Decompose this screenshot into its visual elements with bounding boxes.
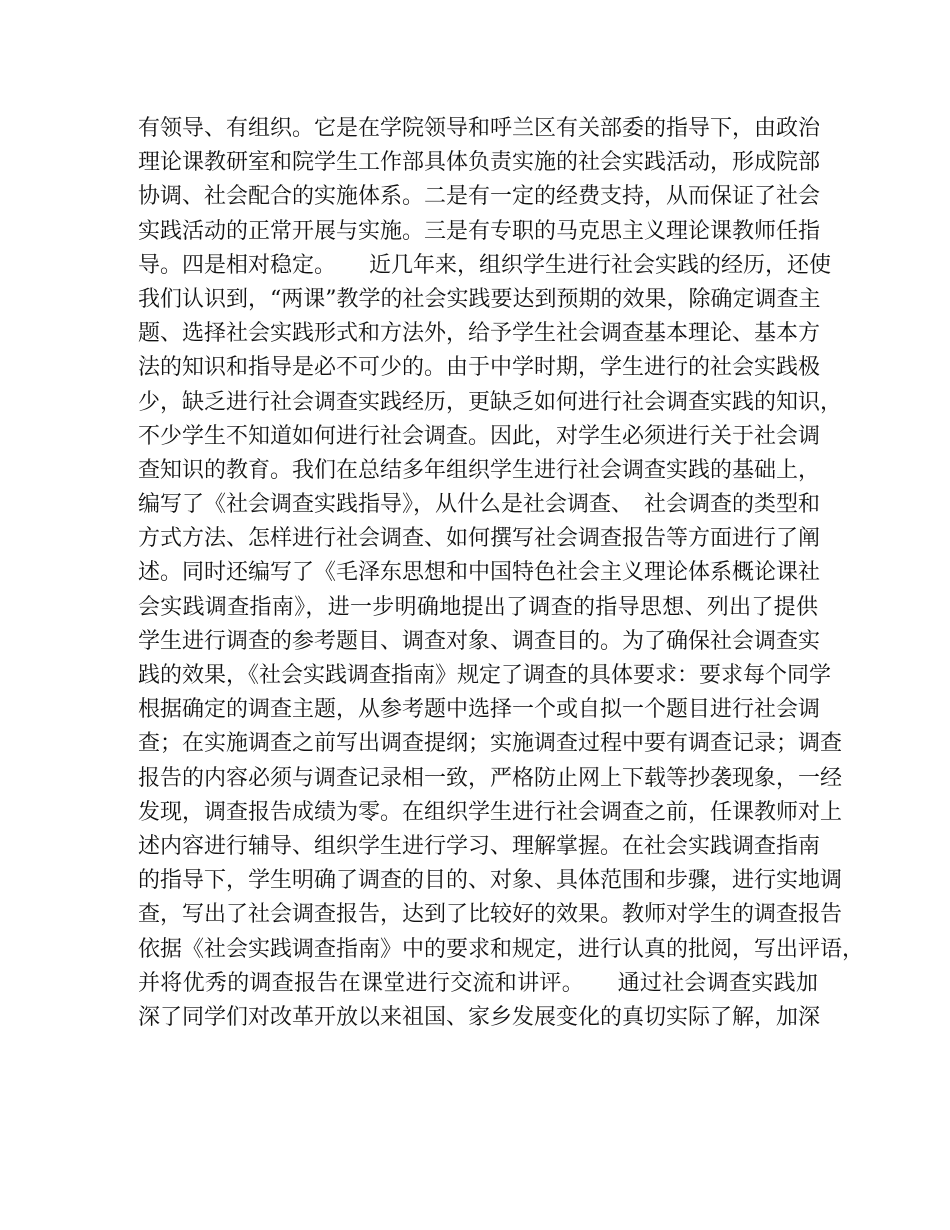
body-text [138,112,865,1035]
text-line: 协调、社会配合的实施体系。二是有一定的经费支持，从而保证了社会 [138,184,821,210]
text-line: 不少学生不知道如何进行社会调查。因此，对学生必须进行关于社会调 [138,423,821,449]
text-line: 实践活动的正常开展与实施。三是有专职的马克思主义理论课教师任指 [138,218,821,244]
text-line: 并将优秀的调查报告在课堂进行交流和讲评。 通过社会调查实践加 [138,970,818,996]
text-line: 题、选择社会实践形式和方法外，给予学生社会调查基本理论、基本方 [138,321,821,347]
text-line: 编写了《社会调查实践指导》，从什么是社会调查、 社会调查的类型和 [138,492,821,518]
text-line: 查，写出了社会调查报告，达到了比较好的效果。教师对学生的调查报告 [138,902,843,928]
text-line: 的指导下，学生明确了调查的目的、对象、具体范围和步骤，进行实地调 [138,868,843,894]
text-line: 有领导、有组织。它是在学院领导和呼兰区有关部委的指导下，由政治 [138,116,821,141]
text-line: 述。同时还编写了《毛泽东思想和中国特色社会主义理论体系概论课社 [138,560,821,586]
text-line: 法的知识和指导是必不可少的。由于中学时期，学生进行的社会实践极 [138,355,821,381]
text-line: 依据《社会实践调查指南》中的要求和规定，进行认真的批阅，写出评语， [138,936,865,962]
text-line: 少，缺乏进行社会调查实践经历，更缺乏如何进行社会调查实践的知识， [138,389,843,415]
text-line: 查；在实施调查之前写出调查提纲；实施调查过程中要有调查记录；调查 [138,731,843,757]
text-line: 方式方法、怎样进行社会调查、如何撰写社会调查报告等方面进行了阐 [138,526,821,552]
text-line: 理论课教研室和院学生工作部具体负责实施的社会实践活动，形成院部 [138,150,821,176]
text-line: 根据确定的调查主题，从参考题中选择一个或自拟一个题目进行社会调 [138,697,821,723]
text-line: 述内容进行辅导、组织学生进行学习、理解掌握。在社会实践调查指南 [138,833,821,859]
text-line: 学生进行调查的参考题目、调查对象、调查目的。为了确保社会调查实 [138,628,821,654]
text-line: 践的效果，《社会实践调查指南》规定了调查的具体要求：要求每个同学 [138,663,832,688]
text-line: 导。四是相对稳定。 近几年来，组织学生进行社会实践的经历，还使 [138,252,832,278]
text-line: 发现，调查报告成绩为零。在组织学生进行社会调查之前，任课教师对上 [138,799,843,825]
text-line: 报告的内容必须与调查记录相一致，严格防止网上下载等抄袭现象，一经 [138,765,843,791]
text-line: 会实践调查指南》，进一步明确地提出了调查的指导思想、列出了提供 [138,594,818,620]
text-line: 我们认识到，“两课”教学的社会实践要达到预期的效果，除确定调查主 [138,286,821,312]
text-line: 查知识的教育。我们在总结多年组织学生进行社会调查实践的基础上， [138,457,821,483]
text-line: 深了同学们对改革开放以来祖国、家乡发展变化的真切实际了解，加深 [138,1004,821,1030]
